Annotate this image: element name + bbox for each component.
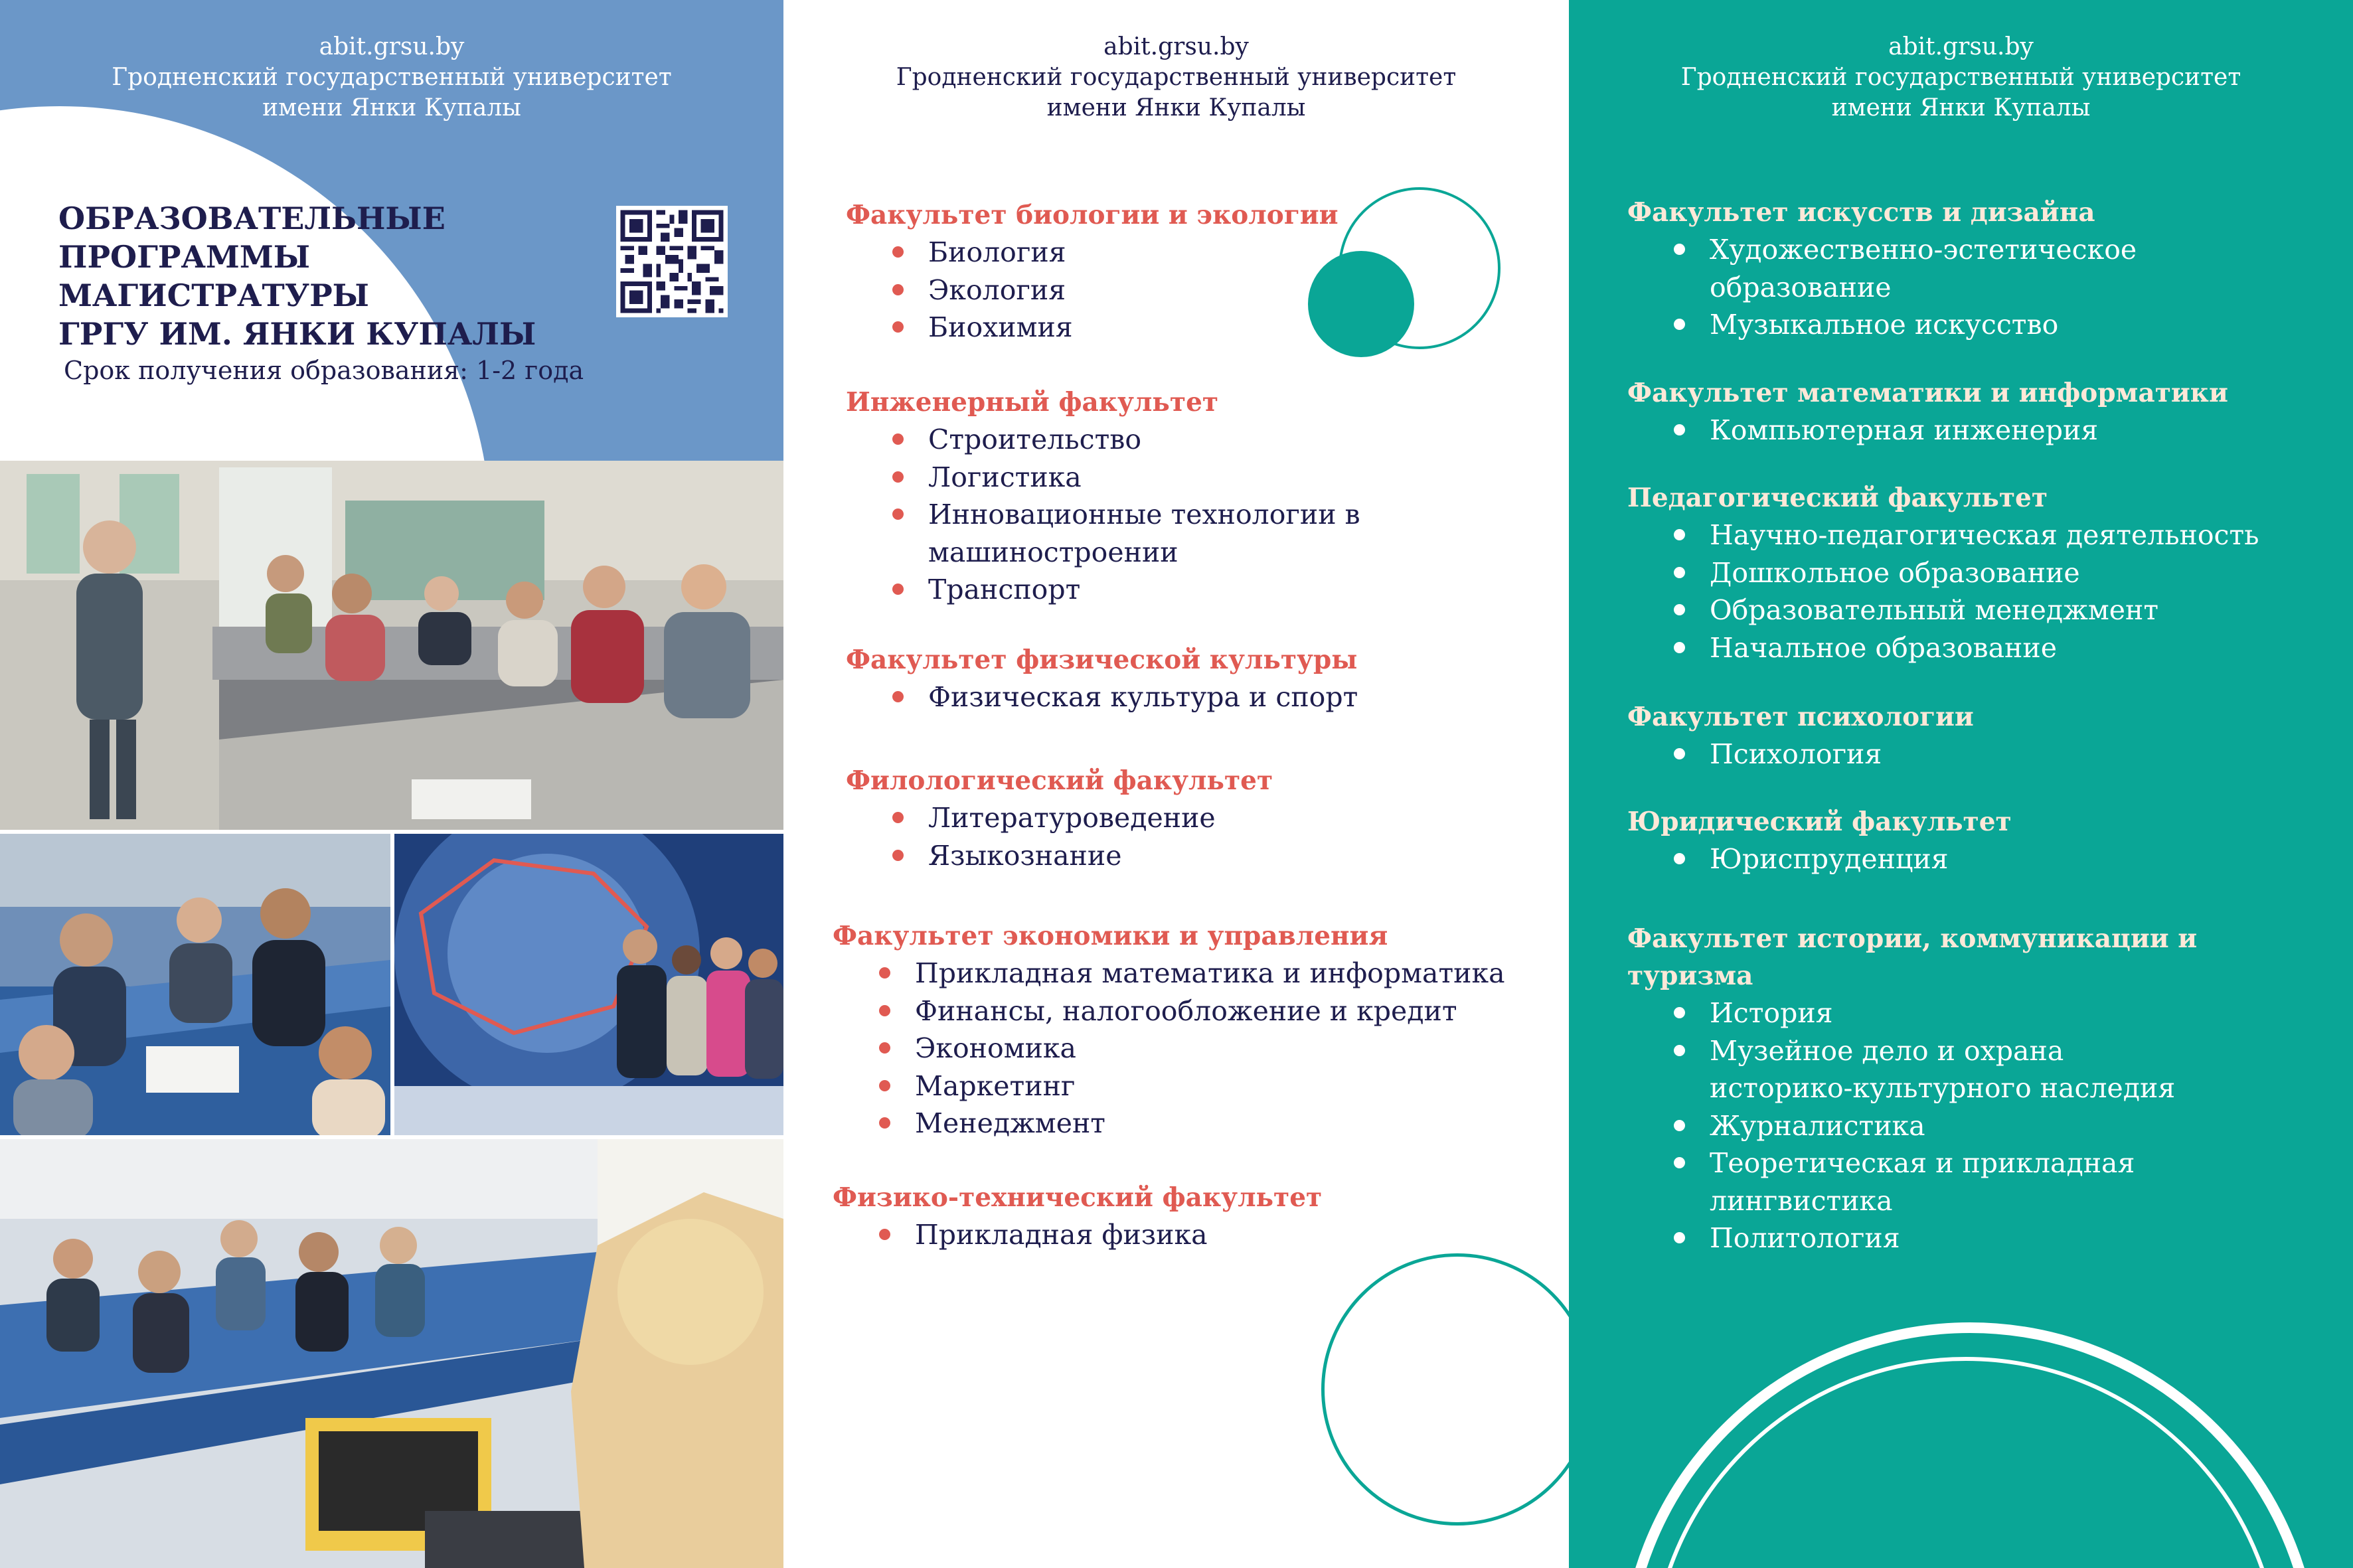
- lecture-hall-laptop-photo: [0, 1139, 783, 1568]
- faculty-title: Юридический факультет: [1627, 807, 2012, 837]
- middle-panel: [783, 0, 1569, 1568]
- program-line: Маркетинг: [915, 1069, 1076, 1102]
- cover-title-line: ПРОГРАММЫ МАГИСТРАТУРЫ: [58, 239, 369, 313]
- program-list: [1627, 412, 2228, 449]
- program-line: Политология: [1710, 1222, 1900, 1254]
- program-line: Инновационные технологии в: [928, 499, 1360, 530]
- program-item: [846, 496, 1360, 571]
- faculty-physical-culture: [846, 641, 1358, 716]
- site-url[interactable]: abit.grsu.by: [1888, 33, 2034, 60]
- program-item: [1627, 554, 2259, 592]
- program-item: [1627, 306, 2137, 344]
- program-list: [846, 234, 1339, 347]
- university-name-line2: имени Янки Купалы: [1831, 94, 2091, 121]
- faculty-title: Инженерный факультет: [846, 387, 1219, 418]
- faculty-title: Факультет истории, коммуникации и туризма: [1627, 923, 2198, 991]
- program-list: [846, 799, 1273, 874]
- program-line: лингвистика: [1710, 1184, 1893, 1217]
- study-term: Срок получения образования: 1-2 года: [64, 356, 584, 385]
- program-line: Прикладная физика: [915, 1219, 1208, 1251]
- students-group-photo: [0, 834, 390, 1135]
- cover-header: [0, 32, 783, 123]
- faculty-title: Факультет физической культуры: [846, 645, 1358, 675]
- program-item: [1627, 231, 2137, 306]
- program-item: [846, 234, 1339, 272]
- program-item: [846, 272, 1339, 309]
- program-line: Журналистика: [1710, 1109, 1925, 1142]
- program-list: [1627, 516, 2259, 666]
- program-line: Художественно-эстетическое: [1710, 234, 2137, 266]
- program-line: Строительство: [928, 424, 1142, 455]
- faculty-economics-management: [833, 917, 1505, 1142]
- site-url[interactable]: abit.grsu.by: [319, 33, 465, 60]
- program-line: Дошкольное образование: [1710, 556, 2080, 589]
- program-item: [846, 837, 1273, 875]
- program-line: Музейное дело и охрана: [1710, 1034, 2064, 1067]
- program-list: [1627, 840, 2012, 878]
- cover-title-line: ГРГУ ИМ. ЯНКИ КУПАЛЫ: [58, 316, 536, 352]
- program-line: Научно-педагогическая деятельность: [1710, 519, 2259, 551]
- university-name-line2: имени Янки Купалы: [1046, 94, 1306, 121]
- faculty-philology: [846, 762, 1273, 874]
- program-item: [1627, 629, 2259, 667]
- program-item: [846, 678, 1358, 716]
- program-item: [833, 1216, 1322, 1254]
- program-item: [846, 309, 1339, 347]
- cover-panel: [0, 0, 783, 1568]
- program-line: Физическая культура и спорт: [928, 681, 1358, 713]
- classroom-lecture-photo: [0, 461, 783, 830]
- program-item: [1627, 516, 2259, 554]
- cover-title: [58, 199, 603, 353]
- program-line: Финансы, налогообложение и кредит: [915, 994, 1457, 1027]
- program-line: Менеджмент: [915, 1107, 1105, 1139]
- program-line: Музыкальное искусство: [1710, 309, 2059, 341]
- program-item: [833, 992, 1505, 1030]
- program-line: Компьютерная инженерия: [1710, 414, 2099, 446]
- site-url[interactable]: abit.grsu.by: [1103, 33, 1249, 60]
- faculty-law: [1627, 803, 2012, 878]
- program-item: [846, 571, 1360, 609]
- program-list: [1627, 994, 2238, 1257]
- program-line: Логистика: [928, 461, 1082, 493]
- program-line: Прикладная математика и информатика: [915, 957, 1505, 989]
- faculty-biology-ecology: [846, 196, 1339, 347]
- university-name: Гродненский государственный университет: [1680, 64, 2241, 91]
- program-line: Начальное образование: [1710, 631, 2057, 664]
- program-line: Экология: [928, 274, 1066, 306]
- program-item: [833, 955, 1505, 992]
- program-line: Литературоведение: [928, 802, 1216, 834]
- faculty-mathematics-informatics: [1627, 374, 2228, 449]
- program-item: [833, 1067, 1505, 1105]
- program-line: Образовательный менеджмент: [1710, 594, 2159, 626]
- program-line: историко-культурного наследия: [1710, 1072, 2176, 1104]
- program-item: [1627, 736, 1974, 773]
- program-item: [1627, 591, 2259, 629]
- program-item: [846, 421, 1360, 459]
- faculty-title: Факультет математики и информатики: [1627, 378, 2228, 408]
- program-line: машиностроении: [928, 536, 1178, 568]
- university-name: Гродненский государственный университет: [896, 64, 1457, 91]
- right-header: [1569, 32, 2353, 123]
- program-list: [1627, 231, 2137, 344]
- program-item: [846, 799, 1273, 837]
- program-line: Психология: [1710, 738, 1882, 770]
- program-item: [846, 459, 1360, 497]
- faculty-engineering: [846, 384, 1360, 609]
- program-line: Юриспруденция: [1710, 843, 1949, 875]
- faculty-title: Факультет экономики и управления: [833, 921, 1388, 951]
- program-item: [833, 1030, 1505, 1067]
- university-name-line2: имени Янки Купалы: [262, 94, 521, 121]
- program-item: [1627, 412, 2228, 449]
- decor-ring-inner: [1650, 1357, 2282, 1568]
- program-line: образование: [1710, 271, 1892, 303]
- cover-title-line: ОБРАЗОВАТЕЛЬНЫЕ: [58, 200, 446, 236]
- program-item: [1627, 1107, 2238, 1145]
- faculty-title: Педагогический факультет: [1627, 483, 2048, 513]
- program-item: [1627, 1144, 2238, 1219]
- middle-header: [783, 32, 1569, 123]
- faculty-title: Факультет биологии и экологии: [846, 200, 1339, 230]
- faculty-title: Факультет искусств и дизайна: [1627, 197, 2095, 228]
- program-list: [846, 421, 1360, 609]
- program-list: [1627, 736, 1974, 773]
- faculty-title: Физико-технический факультет: [833, 1182, 1323, 1213]
- program-item: [1627, 840, 2012, 878]
- program-list: [833, 955, 1505, 1142]
- qr-code-icon[interactable]: [616, 206, 728, 317]
- program-line: Биология: [928, 236, 1066, 268]
- faculty-pedagogical: [1627, 479, 2259, 666]
- faculty-title: Филологический факультет: [846, 765, 1273, 796]
- program-line: Теоретическая и прикладная: [1710, 1147, 2135, 1179]
- program-line: История: [1710, 997, 1833, 1029]
- program-item: [1627, 1219, 2238, 1257]
- program-line: Экономика: [915, 1032, 1076, 1064]
- program-item: [1627, 1032, 2238, 1107]
- program-item: [833, 1105, 1505, 1142]
- faculty-history-communication-tourism: [1627, 920, 2238, 1257]
- program-line: Транспорт: [928, 574, 1081, 605]
- faculty-title: Факультет психологии: [1627, 702, 1974, 732]
- faculty-physics-technology: [833, 1179, 1322, 1254]
- right-panel: [1569, 0, 2353, 1568]
- program-line: Языкознание: [928, 839, 1122, 872]
- program-list: [833, 1216, 1322, 1254]
- faculty-arts-design: [1627, 194, 2137, 344]
- university-name: Гродненский государственный университет: [112, 64, 672, 91]
- map-presentation-photo: [394, 834, 783, 1135]
- decor-ring-bottom: [1321, 1253, 1569, 1526]
- faculty-psychology: [1627, 698, 1974, 773]
- program-item: [1627, 994, 2238, 1032]
- program-line: Биохимия: [928, 311, 1073, 343]
- program-list: [846, 678, 1358, 716]
